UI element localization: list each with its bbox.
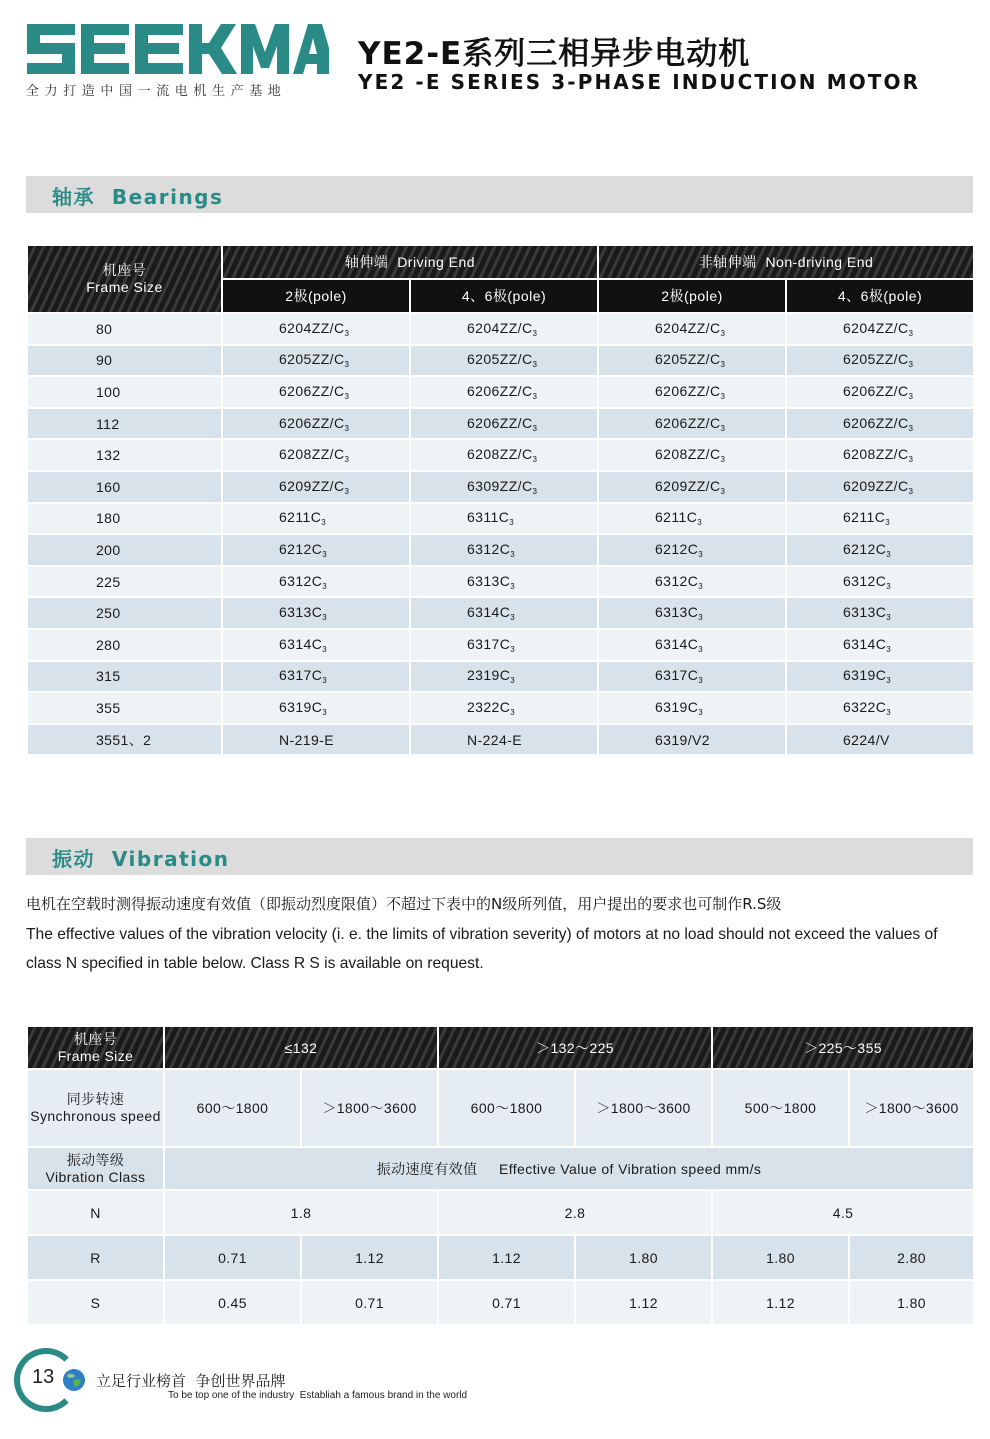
bearing-cell [410,408,598,440]
frame-size-cell: 180 [27,503,222,535]
bearings-section-bar [26,176,973,213]
class-label-en: Vibration Class [45,1168,146,1185]
nondriving-46pole-header: 4、6极(pole) [786,279,974,313]
bearing-code: 6313C [279,604,323,621]
bearing-code-subscript: 3 [908,423,914,433]
bearings-section-title: 轴承 Bearings [52,185,224,209]
bearing-code-subscript: 3 [908,455,914,465]
bearing-cell [598,724,786,756]
table-row [27,503,974,535]
bearing-code: 6314C [843,635,887,652]
bearing-code-subscript: 3 [886,707,892,717]
effective-value-label: 振动速度有效值 Effective Value of Vibration speed mm/s [164,1147,974,1190]
frame-size-cell: 132 [27,439,222,471]
frame-size-cell: 315 [27,661,222,693]
vibration-table [26,1025,975,1326]
bearing-code: 6312C [279,572,323,589]
bearing-cell [598,534,786,566]
bearing-cell [786,724,974,756]
frame-size-header-en: Frame Size [86,279,163,295]
bearing-cell [786,439,974,471]
table-row [27,597,974,629]
bearing-cell [222,724,410,756]
bearing-cell [786,692,974,724]
bearing-code-subscript: 3 [532,328,538,338]
vibration-section-bar [26,838,973,875]
bearing-code-subscript: 3 [720,360,726,370]
bearing-cell [222,534,410,566]
bearing-code-subscript: 3 [344,423,350,433]
bearing-cell [222,345,410,377]
table-row [27,408,974,440]
bearing-code: 6206ZZ/C [843,414,909,431]
bearing-code: 6322C [843,698,887,715]
bearing-code: 6206ZZ/C [655,414,721,431]
bearing-cell [786,471,974,503]
bearing-code-subscript: 3 [322,644,328,654]
bearing-code-subscript: 3 [698,549,704,559]
table-row [27,629,974,661]
frame-size-cell: 250 [27,597,222,629]
bearing-code-subscript: 3 [908,486,914,496]
bearing-cell [786,566,974,598]
bearing-code-subscript: 3 [510,644,516,654]
class-label-cn: 振动等级 [66,1151,125,1168]
frame-size-header-cn: 机座号 [102,262,147,278]
footer-slogan-en: To be top one of the industry Establiah a famous brand in the world [168,1390,468,1401]
speed-cell: 600～1800 [164,1069,301,1147]
bearing-cell [598,345,786,377]
bearing-cell [598,692,786,724]
driving-end-header: 轴伸端 Driving End [222,245,598,279]
bearing-code: 6312C [843,572,887,589]
bearing-code: 6212C [655,540,699,557]
bearing-cell [222,313,410,345]
bearing-code: 6209ZZ/C [843,477,909,494]
vib-frame-size-header [27,1026,164,1069]
bearing-code-subscript: 3 [532,455,538,465]
bearing-cell [410,471,598,503]
bearing-code: 6314C [279,635,323,652]
bearing-code-subscript: 3 [698,676,704,686]
bearing-code: 6209ZZ/C [655,477,721,494]
bearing-cell [222,439,410,471]
speed-cell: ＞1800～3600 [849,1069,974,1147]
class-s-value: 1.12 [575,1280,712,1325]
bearing-code-subscript: 3 [886,613,892,623]
bearing-code: 6205ZZ/C [655,351,721,368]
bearing-cell [222,566,410,598]
frame-size-cell: 112 [27,408,222,440]
bearing-cell [786,376,974,408]
bearing-code: 6204ZZ/C [279,319,345,336]
bearing-cell [410,534,598,566]
bearing-cell [598,313,786,345]
bearing-code: 6314C [655,635,699,652]
bearing-code-subscript: 3 [908,328,914,338]
class-n-value: 2.8 [438,1190,712,1235]
bearing-code: 6209ZZ/C [279,477,345,494]
bearing-cell [222,503,410,535]
table-row [27,439,974,471]
bearing-code: 6204ZZ/C [843,319,909,336]
frame-size-cell: 3551、2 [27,724,222,756]
bearing-code: 6206ZZ/C [655,382,721,399]
speed-label-en: Synchronous speed [30,1108,161,1124]
class-n-value: 4.5 [712,1190,974,1235]
class-s-value: 1.12 [712,1280,849,1325]
table-row [27,534,974,566]
vib-frame-size-header-cn: 机座号 [73,1030,118,1047]
speed-label [27,1069,164,1147]
bearing-cell [222,376,410,408]
bearing-cell [786,503,974,535]
class-s-value: 1.80 [849,1280,974,1325]
bearing-cell [222,597,410,629]
speed-cell: 600～1800 [438,1069,575,1147]
bearing-code: 6314C [467,604,511,621]
bearing-cell [410,503,598,535]
bearing-code-subscript: 3 [886,676,892,686]
bearing-cell [598,597,786,629]
footer-slogan-cn: 立足行业榜首 争创世界品牌 [96,1372,286,1390]
bearing-code-subscript: 3 [344,328,350,338]
class-r-value: 1.80 [712,1235,849,1280]
bearing-code: 6212C [843,540,887,557]
frame-size-cell: 280 [27,629,222,661]
bearing-code-subscript: 3 [532,486,538,496]
bearing-cell [786,345,974,377]
bearing-code: 2322C [467,698,511,715]
bearing-code-subscript: 3 [720,455,726,465]
bearing-code: 6206ZZ/C [467,414,533,431]
bearing-code: 6211C [843,509,886,526]
bearing-code: 6309ZZ/C [467,477,533,494]
bearing-code-subscript: 3 [510,676,516,686]
frame-size-header [27,245,222,313]
bearing-code: 6319/V2 [655,731,710,748]
bearing-cell [598,471,786,503]
speed-label-cn: 同步转速 [66,1091,125,1107]
bearing-code-subscript: 3 [344,391,350,401]
bearing-cell [598,376,786,408]
bearing-cell [410,376,598,408]
bearing-code: 6204ZZ/C [655,319,721,336]
bearing-cell [410,629,598,661]
class-s-value: 0.45 [164,1280,301,1325]
bearing-code-subscript: 3 [886,581,892,591]
class-n-label: N [27,1190,164,1235]
table-row [27,313,974,345]
class-r-value: 1.12 [301,1235,438,1280]
class-r-label: R [27,1235,164,1280]
bearing-code-subscript: 3 [532,360,538,370]
bearing-cell [410,661,598,693]
bearing-cell [410,692,598,724]
range-header-3: ＞225～355 [712,1026,974,1069]
table-row [27,345,974,377]
bearing-code-subscript: 3 [322,581,328,591]
bearing-cell [410,439,598,471]
bearing-code-subscript: 3 [321,518,327,528]
bearing-code: 6313C [843,604,887,621]
bearing-code-subscript: 3 [510,613,516,623]
table-row [27,724,974,756]
bearing-code: 6211C [655,509,698,526]
bearing-code: 6211C [279,509,322,526]
bearings-table [26,244,975,756]
bearing-code-subscript: 3 [344,360,350,370]
bearing-code-subscript: 3 [510,581,516,591]
bearing-code-subscript: 3 [908,360,914,370]
vibration-note-cn: 电机在空载时测得振动速度有效值（即振动烈度限值）不超过下表中的N级所列值，用户提出的要求也可制作R.S级 [26,895,782,913]
bearing-code-subscript: 3 [720,423,726,433]
bearing-code-subscript: 3 [322,707,328,717]
bearing-code: 2319C [467,667,511,684]
bearing-code-subscript: 3 [885,518,891,528]
bearing-code-subscript: 3 [344,486,350,496]
bearing-cell [222,471,410,503]
bearing-code-subscript: 3 [509,518,515,528]
bearing-cell [598,566,786,598]
bearing-code-subscript: 3 [720,486,726,496]
bearing-code: 6313C [655,604,699,621]
bearing-cell [410,597,598,629]
bearing-cell [410,724,598,756]
table-row [27,692,974,724]
speed-cell: ＞1800～3600 [301,1069,438,1147]
bearing-cell [786,597,974,629]
bearing-cell [410,345,598,377]
bearing-code-subscript: 3 [908,391,914,401]
range-header-2: ＞132～225 [438,1026,712,1069]
table-row [27,566,974,598]
bearing-cell [598,439,786,471]
globe-icon [62,1368,86,1392]
bearing-code: 6224/V [843,731,890,748]
bearing-cell [786,629,974,661]
bearing-cell [786,313,974,345]
bearing-code: N-219-E [279,731,334,748]
frame-size-cell: 200 [27,534,222,566]
bearing-cell [786,408,974,440]
class-r-value: 0.71 [164,1235,301,1280]
bearing-code-subscript: 3 [532,423,538,433]
bearing-cell [598,661,786,693]
bearing-code-subscript: 3 [698,707,704,717]
bearing-code-subscript: 3 [720,328,726,338]
frame-size-cell: 80 [27,313,222,345]
range-header-1: ≤132 [164,1026,438,1069]
bearing-code: 6206ZZ/C [279,382,345,399]
bearing-cell [598,629,786,661]
class-s-value: 0.71 [301,1280,438,1325]
bearing-code: 6319C [843,667,887,684]
bearing-code: 6311C [467,509,510,526]
bearing-code: 6312C [655,572,699,589]
bearing-code: 6208ZZ/C [655,446,721,463]
bearing-cell [786,534,974,566]
bearing-cell [222,661,410,693]
speed-cell: ＞1800～3600 [575,1069,712,1147]
table-row [27,661,974,693]
bearing-cell [598,408,786,440]
frame-size-cell: 225 [27,566,222,598]
logo-tagline: 全力打造中国一流电机生产基地 [26,84,287,99]
bearing-code-subscript: 3 [510,707,516,717]
bearing-code-subscript: 3 [698,581,704,591]
bearing-code: 6317C [279,667,323,684]
class-label [27,1147,164,1190]
bearing-cell [410,566,598,598]
bearing-code-subscript: 3 [720,391,726,401]
speed-cell: 500～1800 [712,1069,849,1147]
bearing-code: 6212C [279,540,323,557]
vib-frame-size-header-en: Frame Size [57,1047,134,1064]
bearing-code-subscript: 3 [322,676,328,686]
bearing-code-subscript: 3 [322,613,328,623]
bearing-code: 6313C [467,572,511,589]
bearing-code-subscript: 3 [697,518,703,528]
class-r-value: 2.80 [849,1235,974,1280]
bearing-cell [222,408,410,440]
bearing-cell [222,692,410,724]
bearing-code: 6205ZZ/C [843,351,909,368]
bearing-code-subscript: 3 [532,391,538,401]
bearing-code: 6319C [655,698,699,715]
bearing-code: 6317C [655,667,699,684]
bearing-code: 6206ZZ/C [843,382,909,399]
bearing-code-subscript: 3 [886,549,892,559]
non-driving-end-header: 非轴伸端 Non-driving End [598,245,974,279]
bearing-code: 6206ZZ/C [467,382,533,399]
vibration-section-title: 振动 Vibration [52,847,230,871]
bearing-code-subscript: 3 [510,549,516,559]
seekma-logo [25,24,329,74]
bearing-code-subscript: 3 [886,644,892,654]
driving-46pole-header: 4、6极(pole) [410,279,598,313]
bearing-code-subscript: 3 [698,613,704,623]
nondriving-2pole-header: 2极(pole) [598,279,786,313]
bearing-code: 6206ZZ/C [279,414,345,431]
table-row [27,376,974,408]
bearing-code: N-224-E [467,731,522,748]
class-r-value: 1.12 [438,1235,575,1280]
class-s-label: S [27,1280,164,1325]
vibration-note-en: The effective values of the vibration velocity (i. e. the limits of vibration severity) of motors at no load should not exceed the values of class N specified in table below. Class R S is available on request. [26,926,938,972]
class-r-value: 1.80 [575,1235,712,1280]
bearing-code-subscript: 3 [322,549,328,559]
bearing-code: 6208ZZ/C [843,446,909,463]
class-n-value: 1.8 [164,1190,438,1235]
bearing-cell [598,503,786,535]
bearing-code: 6205ZZ/C [279,351,345,368]
bearing-code: 6204ZZ/C [467,319,533,336]
bearing-code: 6319C [279,698,323,715]
seekma-logo-mark [25,24,329,74]
bearing-code: 6205ZZ/C [467,351,533,368]
bearing-code: 6312C [467,540,511,557]
bearing-code: 6208ZZ/C [467,446,533,463]
bearing-code-subscript: 3 [698,644,704,654]
bearing-cell [410,313,598,345]
driving-2pole-header: 2极(pole) [222,279,410,313]
bearing-cell [222,629,410,661]
page-title-en: YE2 -E SERIES 3-PHASE INDUCTION MOTOR [358,70,921,94]
frame-size-cell: 90 [27,345,222,377]
class-s-value: 0.71 [438,1280,575,1325]
frame-size-cell: 160 [27,471,222,503]
bearing-cell [786,661,974,693]
page-title-cn: YE2-E系列三相异步电动机 [358,36,751,72]
frame-size-cell: 100 [27,376,222,408]
bearing-code: 6208ZZ/C [279,446,345,463]
page-number: 13 [32,1366,55,1388]
bearing-code-subscript: 3 [344,455,350,465]
table-row [27,471,974,503]
bearing-code: 6317C [467,635,511,652]
frame-size-cell: 355 [27,692,222,724]
